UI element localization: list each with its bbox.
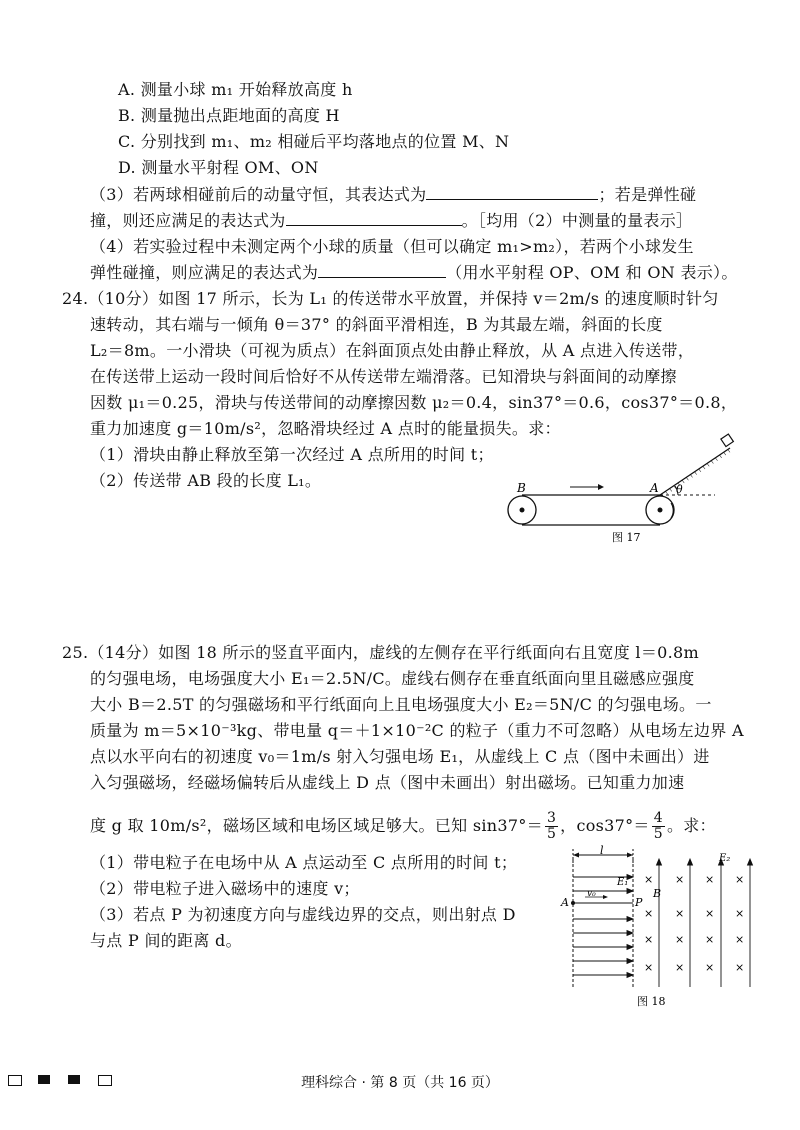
q25-subquestion-2: （2）带电粒子进入磁场中的速度 v；: [90, 879, 360, 898]
label-v0: v₀: [587, 889, 596, 899]
field-cross: ×: [644, 873, 654, 886]
q25-line: 质量为 m＝5×10⁻³kg、带电量 q＝＋1×10⁻²C 的粒子（重力不可忽略）从电场左边界 A: [90, 721, 744, 740]
q25-line: 25.（14分）如图 18 所示的竖直平面内，虚线的左侧存在平行纸面向右且宽度 l＝0.8m: [62, 643, 699, 662]
field-cross: ×: [705, 933, 715, 946]
field-cross: ×: [644, 907, 654, 920]
e1-field-lines: [573, 875, 633, 978]
label-p: P: [635, 896, 643, 909]
q25-line: 点以水平向右的初速度 v₀＝1m/s 射入匀强电场 E₁，从虚线上 C 点（图中未画出）进: [90, 747, 710, 766]
q25-line: 的匀强电场，电场强度大小 E₁＝2.5N/C。虚线右侧存在垂直纸面向里且磁感应强度: [90, 669, 695, 688]
figure-17-caption: 图 17: [612, 531, 641, 544]
q23-part4-line1: （4）若实验过程中未测定两个小球的质量（但可以确定 m₁>m₂），若两个小球发生: [90, 237, 694, 256]
field-cross: ×: [735, 907, 745, 920]
figure-18-caption: 图 18: [637, 995, 666, 1008]
q23-part3-line1: （3）若两球相碰前后的动量守恒，其表达式为 ；若是弹性碰: [90, 185, 697, 204]
q23-part3-line2: 撞，则还应满足的表达式为 。［均用（2）中测量的量表示］: [90, 211, 693, 230]
q24-line: 24.（10分）如图 17 所示，长为 L₁ 的传送带水平放置，并保持 v＝2m/s 的速度顺时针匀: [62, 289, 719, 308]
q24-subquestion-1: （1）滑块由静止释放至第一次经过 A 点所用的时间 t；: [90, 445, 494, 464]
field-cross: ×: [644, 933, 654, 946]
label-l: l: [600, 845, 604, 857]
label-theta: θ: [676, 483, 683, 496]
answer-blank[interactable]: [318, 263, 446, 278]
field-cross: ×: [735, 873, 745, 886]
q24-line: L₂＝8m。一小滑块（可视为质点）在斜面顶点处由静止释放，从 A 点进入传送带，: [90, 341, 695, 360]
page-footer: 理科综合 · 第 8 页（共 16 页）: [301, 1075, 499, 1091]
option-c: C. 分别找到 m₁、m₂ 相碰后平均落地点的位置 M、N: [118, 132, 510, 151]
q23-part4-line2: 弹性碰撞，则应满足的表达式为 （用水平射程 OP、OM 和 ON 表示）。: [90, 263, 738, 282]
q24-subquestion-2: （2）传送带 AB 段的长度 L₁。: [90, 471, 322, 490]
figure-18-fields: [555, 845, 755, 1010]
field-cross: ×: [675, 933, 685, 946]
label-b: B: [653, 887, 662, 900]
label-a: A: [650, 481, 659, 495]
option-b: B. 测量抛出点距地面的高度 H: [118, 106, 340, 125]
q25-subquestion-3-cont: 与点 P 间的距离 d。: [90, 931, 242, 950]
field-cross: ×: [705, 873, 715, 886]
option-d: D. 测量水平射程 OM、ON: [118, 158, 319, 177]
field-cross: ×: [735, 933, 745, 946]
q25-line: 入匀强磁场，经磁场偏转后从虚线上 D 点（图中未画出）射出磁场。已知重力加速: [90, 773, 685, 792]
field-cross: ×: [735, 961, 745, 974]
fraction-cos: $\frac{4}{5}$: [653, 810, 663, 842]
answer-blank[interactable]: [286, 211, 462, 226]
field-cross: ×: [705, 961, 715, 974]
figure-17-conveyor: [500, 430, 740, 545]
label-e2: E₂: [719, 853, 731, 864]
field-cross: ×: [675, 961, 685, 974]
label-b: B: [517, 481, 526, 495]
q25-line: 大小 B＝2.5T 的匀强磁场和平行纸面向上且电场强度大小 E₂＝5N/C 的匀强电场。一: [90, 695, 712, 714]
field-cross: ×: [675, 907, 685, 920]
fraction-sin: $\frac{3}{5}$: [546, 810, 557, 842]
label-a: A: [561, 896, 569, 909]
q25-subquestion-1: （1）带电粒子在电场中从 A 点运动至 C 点所用的时间 t；: [90, 853, 518, 872]
q24-line: 重力加速度 g＝10m/s²，忽略滑块经过 A 点时的能量损失。求：: [90, 419, 561, 438]
q25-subquestion-3: （3）若点 P 为初速度方向与虚线边界的交点，则出射点 D: [90, 905, 516, 924]
option-a: A. 测量小球 m₁ 开始释放高度 h: [118, 80, 353, 99]
q24-line: 因数 μ₁＝0.25，滑块与传送带间的动摩擦因数 μ₂＝0.4，sin37°＝0.6，cos37°＝0.8，: [90, 393, 738, 412]
label-e1: E₁: [617, 877, 629, 888]
q24-line: 在传送带上运动一段时间后恰好不从传送带左端滑落。已知滑块与斜面间的动摩擦: [90, 367, 677, 386]
q25-line-7: 度 g 取 10m/s²，磁场区域和电场区域足够大。已知 sin37°＝ $\frac{3}{5}$ ，cos37°＝ $\frac{4}{5}$ 。求：: [90, 810, 716, 842]
field-cross: ×: [705, 907, 715, 920]
field-cross: ×: [675, 873, 685, 886]
q24-line: 速转动，其右端与一倾角 θ＝37° 的斜面平滑相连，B 为其最左端，斜面的长度: [90, 315, 663, 334]
answer-blank[interactable]: [426, 185, 598, 200]
field-cross: ×: [644, 961, 654, 974]
